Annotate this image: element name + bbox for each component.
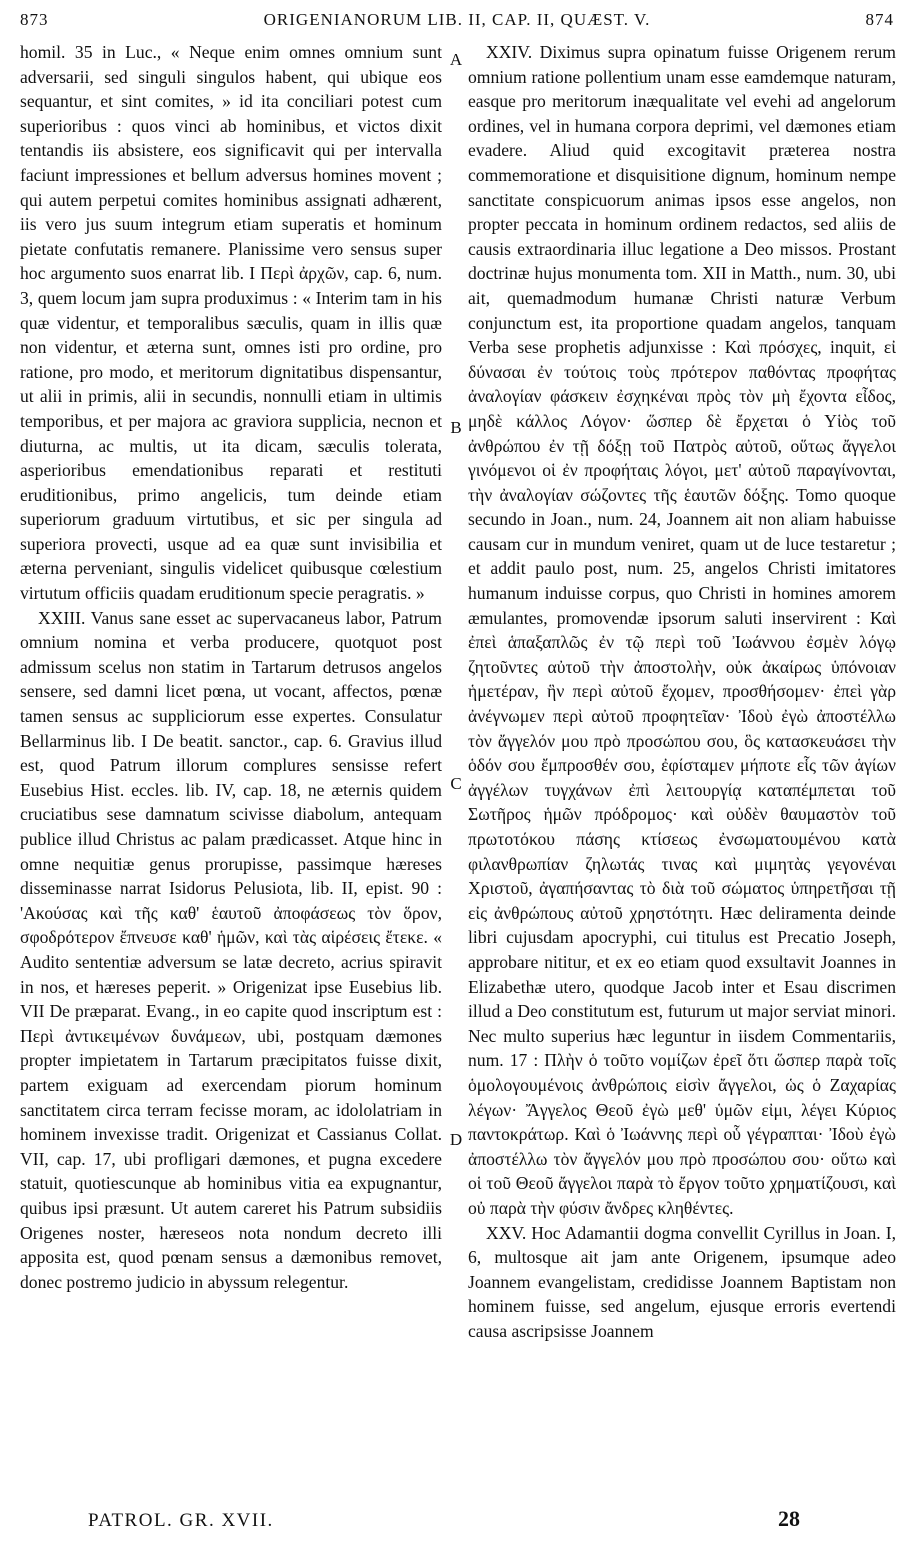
signature-number: 28 xyxy=(778,1506,800,1531)
page-number-right: 874 xyxy=(865,10,894,29)
left-paragraph-2: XXIII. Vanus sane esset ac supervacaneus labor, Patrum omnium nomina et verba producere, quotquot post admissum scelus non statim in Tartarum detrusos angelos sensere, sed damni licet pœna, ut vocant, affectos, pœnæ tamen sensus ac suppliciorum esse expertes. Consulatur Bellarminus lib. I De beatit. sanctor., cap. 6. Gravius illud est, quod Patrum illorum complures sensisse refert Eusebius Hist. eccles. lib. IV, cap. 18, ne æternis quidem cruciatibus sese damnatum scivisse diabolum, antequam publice illud Christus ac palam prædicasset. Atque hinc in omne nequitiæ genus prorupisse, passimque hæreses disseminasse narrat Isidorus Pelusiota, lib. II, epist. 90 : 'Ακούσας καὶ τῆς καθ' ἑαυτοῦ ἀποφάσεως τὸν ὅρον, σφοδρότερον ἔπνευσε καθ' ἡμῶν, καὶ τὰς αἱρέσεις ἔτεκε. « Audito sententiæ adversum se latæ decreto, acrius spiravit in nos, et hæreses peperit. » Origenizat ipse Eusebius lib. VII De præparat. Evang., in eo capite quod inscriptum est : Περὶ ἀντικειμένων δυνάμεων, ubi, postquam dæmones propter impietatem in Tartarum præcipitatos fuisse dixit, partem exiguam ad exercendam piorum hominum sanctitatem circa terram fecisse moram, ac idololatriam in hominem invexisse tradit. Origenizat et Cassianus Collat. VII, cap. 17, ubi profligari dæmones, et pugna excedere statuit, quotiescunque ab hominibus vitia ea expugnantur, quibus ipsi præsunt. Ut autem careret his Patrum subsidiis Origenes noster, hæreseos nota nondum decreto illi apposita est, quod pœnam sensus a dæmonibus removet, donec postremo judicio in abyssum relegentur. xyxy=(20,607,442,1292)
right-paragraph-2: XXV. Hoc Adamantii dogma convellit Cyrillus in Joan. I, 6, multosque ait jam ante Origenem, ipsumque adeo Joannem evangelistam, credidisse Joannem Baptistam non hominem fuisse, sed angelum, ejusque erroris evertendi causa ascripsisse Joannem xyxy=(468,1222,896,1341)
right-paragraph-1: XXIV. Diximus supra opinatum fuisse Origenem rerum omnium ratione pollentium unam esse eamdemque naturam, easque pro meritorum inæqualitate vel evehi ad angelorum ordines, vel in humana corpora deprimi, vel dæmones etiam evadere. Aliud quid excogitavit præterea nostra commemoratione et disquisitione dignum, hominum nempe sanctitate conspicuorum animas ipsos esse angelos, non propter peccata in hominum ordinem redactos, sed aliis de causis extraordinaria illuc legatione a Deo missos. Prostant doctrinæ hujus monumenta tom. XII in Matth., num. 30, ubi ait, quemadmodum humanæ Christi naturæ Verbum conjunctum est, ita proportione quadam angelos, tanquam Verba sese prophetis adjunxisse : Καὶ πρόσχες, inquit, εἰ δύνασαι ἐν τούτοις τοὺς πρότερον παθόντας προφήτας ἀναλογίαν φάσκειν ἐσχηκέναι πρὸς τὸν μὴ ἔχοντα εἶδος, μηδὲ κάλλος Λόγον· ὥσπερ δὲ ἔρχεται ὁ Υἱὸς τοῦ ἀνθρώπου ἐν τῇ δόξῃ τοῦ Πατρὸς αὐτοῦ, οὕτως ἄγγελοι γινόμενοι οἱ ἐν προφήταις λόγοι, μετ' αὐτοῦ παραγίνονται, τὴν ἀναλογίαν σώζοντες τῆς ἑαυτῶν δόξης. Tomo quoque secundo in Joan., num. 24, Joannem ait non aliam habuisse causam cur in mundum veniret, quam ut de luce testaretur ; et addit paulo post, num. 25, angelos Christi imitatores humanum induisse corpus, quo Christi in homines amorem æmulantes, promovendæ ipsorum saluti inservirent : Καὶ ἐπεὶ ἁπαξαπλῶς ἐν τῷ περὶ τοῦ Ἰωάννου ἐσμὲν λόγῳ ζητοῦντες αὐτοῦ τὴν ἀποστολὴν, οὐκ ἀκαίρως ὑπόνοιαν ἡμετέραν, ἣν περὶ αὐτοῦ ἔχομεν, προσθήσομεν· ἐπεὶ γὰρ ἀνέγνωμεν περὶ αὐτοῦ προφητεῖαν· Ἰδοὺ ἐγὼ ἀποστέλλω τὸν ἄγγελόν μου πρὸ προσώπου σου, ὃς κατασκευάσει τὴν ὁδόν σου ἔμπροσθέν σου, ἐφίσταμεν μήποτε εἷς τῶν ἁγίων ἀγγέλων τυγχάνων ἐπὶ λειτουργίᾳ καταπέμπεται τοῦ Σωτῆρος ἡμῶν πρόδρομος· καὶ οὐδὲν θαυμαστὸν τοῦ πρωτοτόκου πάσης κτίσεως ἐνσωματουμένου κατὰ φιλανθρωπίαν ζηλωτάς τινας καὶ μιμητὰς γεγονέναι Χριστοῦ, ἀγαπήσαντας τὸ διὰ τοῦ σώματος ὑπηρετῆσαι τῇ εἰς ἀνθρώπους αὐτοῦ χρηστότητι. Hæc deliramenta deinde libri cujusdam apocryphi, cui titulus est Precatio Joseph, approbare nititur, et ex eo etiam quod exsultavit Joannes in Elizabethæ utero, quodque Jacob inter et Esau discrimen illud a Deo constitutum est, futurum ut major serviat minori. Nec multo superius hæc leguntur in iisdem Commentariis, num. 17 : Πλὴν ὁ τοῦτο νομίζων ἐρεῖ ὅτι ὥσπερ παρὰ τοῖς ὁμολογουμένοις ἀνθρώποις εἰσὶν ἄγγελοι, ὡς ὁ Ζαχαρίας λέγων· Ἄγγελος Θεοῦ ἐγὼ μεθ' ὑμῶν εἰμι, λέγει Κύριος παντοκράτωρ. Καὶ ὁ Ἰωάννης περὶ οὗ γέγραπται· Ἰδοὺ ἐγὼ ἀποστέλλω τὸν ἄγγελόν μου πρὸ προσώπου σου· οὕτω καὶ οἱ τοῦ Θεοῦ ἄγγελοι παρὰ τὸ ἔργον τοῦτο χρηματίζουσι, καὶ οὐ παρὰ τὴν φύσιν ἄνδρες κληθέντες. xyxy=(468,42,896,1218)
margin-letter-c: C xyxy=(450,774,462,793)
margin-letter-b: B xyxy=(450,418,462,437)
running-title: ORIGENIANORUM LIB. II, CAP. II, QUÆST. V. xyxy=(263,10,651,29)
footer-signature: PATROL. GR. XVII. xyxy=(88,1510,274,1531)
margin-letter-d: D xyxy=(449,1130,463,1149)
page-number-left: 873 xyxy=(20,10,49,29)
right-column xyxy=(468,40,896,1343)
running-header xyxy=(20,6,894,34)
left-paragraph-1: homil. 35 in Luc., « Neque enim omnes omnium sunt adversarii, sed singuli singulos habent, qui ubique eos sequantur, et sint comites, » id ita conciliari potest cum superioribus : quos vinci ab hominibus, et victos dixit tentandis iis absistere, eos significavit qui per intervalla faciunt impressiones et bellum adversus homines movent ; qui autem perpetui comites hominibus assignati adhærent, iis vero jus suum integrum etiam superatis et hominum pietate confutatis remanere. Planissime vero sensus super hoc argumento suos enarrat lib. I Περὶ ἀρχῶν, cap. 6, num. 3, quem locum jam supra produximus : « Interim tam in his quæ videntur, et temporalibus sæculis, quam in illis quæ non videntur, et æterna sunt, omnes isti pro ordine, pro ratione, pro modo, et meritorum dignitatibus dispensantur, ut alii in primis, alii in secundis, nonnulli etiam in ultimis temporibus, et per majora ac graviora supplicia, necnon et diuturna, ac multis, ut ita dicam, sæculis tolerata, asperioribus emendationibus reparati et restituti eruditionibus, primo angelicis, tum deinde etiam superiorum graduum virtutibus, et sic per singula ad superiora provecti, usque ad ea quæ sunt invisibilia et æterna perveniant, singulis videlicet quibusque cœlestium virtutum officiis quadam eruditionum specie peragratis. » xyxy=(20,42,442,604)
left-column xyxy=(20,40,442,1294)
margin-letter-a: A xyxy=(449,50,463,69)
